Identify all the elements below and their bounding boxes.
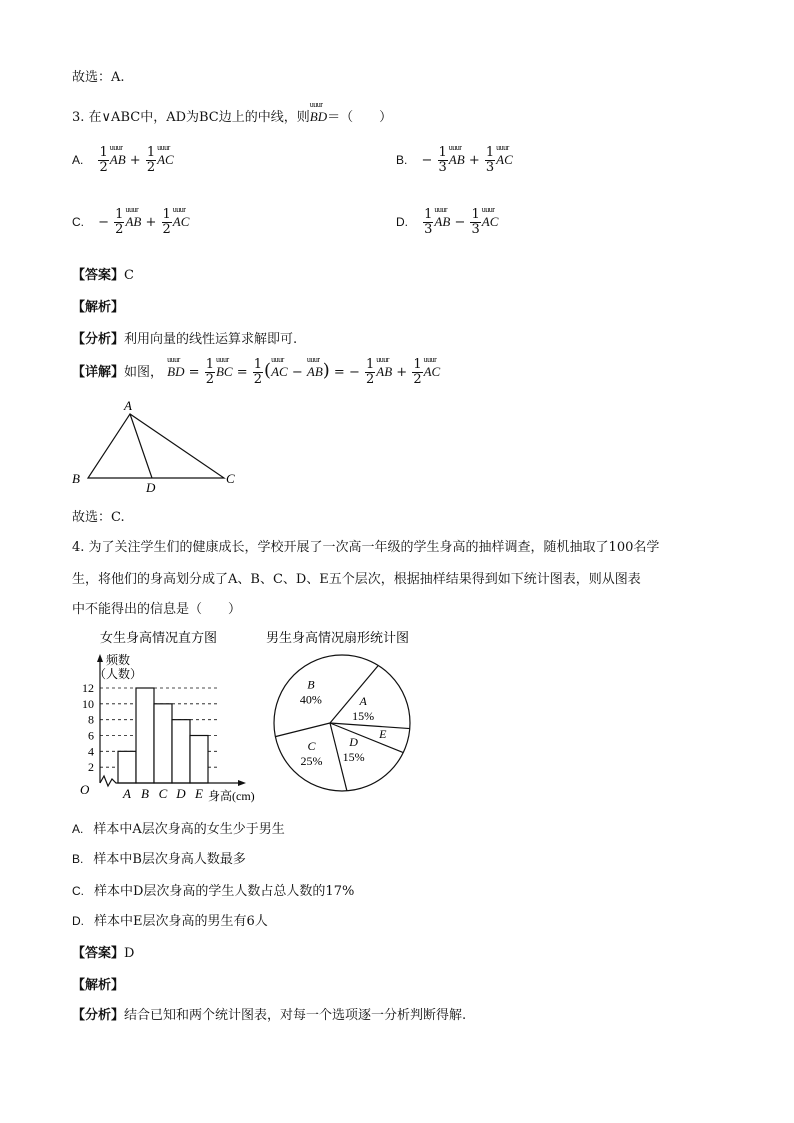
q4-answer: [72, 942, 134, 961]
q4-stem-line3: 中不能得出的信息是（ ）: [72, 602, 242, 617]
pie-label: A: [359, 693, 367, 708]
y-tick-label: 2: [88, 760, 94, 775]
bar-C: [154, 704, 172, 783]
pie-label: B: [307, 677, 315, 692]
fenxi-text: 利用向量的线性运算求解即可.: [124, 332, 298, 347]
option-text: 样本中D层次身高的学生人数占总人数的17%: [94, 884, 355, 899]
y-tick-label: 10: [82, 696, 94, 711]
pie-percent: 25%: [300, 753, 323, 768]
pie-label: C: [307, 738, 316, 753]
y-axis-label-line2: （人数）: [94, 667, 143, 681]
x-tick-label: D: [176, 786, 186, 801]
q4-option-d: [72, 910, 268, 929]
y-axis-label-line1: 频数: [106, 653, 131, 667]
girls-height-histogram: [70, 626, 270, 810]
pie-percent: 15%: [342, 750, 365, 765]
y-tick-label: 4: [88, 744, 94, 759]
y-axis-arrow: [97, 654, 103, 662]
bar-D: [172, 720, 190, 783]
option-label: D.: [72, 914, 84, 928]
q3-xiangjie: 【详解】如图， uuur BD = $\frac{1}{2}$ uuur BC = $\frac{1}{2}$ (uuur AC − uuur AB) = − $\frac{1}{2}$ uuur AB + $\frac{1}{2}$ uuur AC: [72, 358, 440, 387]
answer-value: D: [124, 946, 135, 961]
q3-final: 故选：C.: [72, 510, 125, 525]
pie-label: D: [349, 735, 358, 750]
vertex-c-label: C: [226, 471, 235, 486]
q4-number: 4.: [72, 540, 85, 555]
q3-analysis-tag: 【解析】: [72, 300, 125, 315]
option-text: 样本中A层次身高的女生少于男生: [93, 822, 285, 837]
point-d-label: D: [146, 480, 156, 495]
bar-E: [190, 736, 208, 784]
q3-option-a: A. $\frac{1}{2}$ uuur AB + $\frac{1}{2}$ uuur AC: [72, 146, 174, 175]
option-label: A.: [72, 822, 84, 836]
q4-option-b: [72, 848, 246, 867]
pie-label: E: [379, 726, 387, 741]
y-tick-label: 8: [88, 712, 94, 727]
previous-answer-line: 故选：A.: [72, 70, 125, 85]
q3-number: 3.: [72, 110, 85, 125]
q3-stem: [72, 106, 392, 125]
option-label: B.: [72, 852, 84, 866]
chart-title: 男生身高情况扇形统计图: [266, 630, 410, 645]
q4-analysis-tag: 【解析】: [72, 978, 125, 993]
q4-option-c: [72, 880, 354, 899]
q3-option-b: B. − $\frac{1}{3}$ uuur AB + $\frac{1}{3}$ uuur AC: [396, 146, 513, 175]
x-axis-label: 身高(cm): [208, 789, 255, 803]
fenxi-text: 结合已知和两个统计图表，对每一个选项逐一分析判断得解.: [124, 1008, 467, 1023]
chart-title: 女生身高情况直方图: [100, 630, 218, 645]
x-tick-label: E: [195, 786, 203, 801]
origin-label: O: [80, 782, 90, 797]
triangle-figure: [66, 396, 246, 496]
option-label: C.: [72, 884, 84, 898]
option-label: D.: [396, 215, 408, 229]
option-text: 样本中B层次身高人数最多: [93, 852, 246, 867]
x-axis-arrow: [238, 780, 246, 786]
x-tick-label: A: [123, 786, 131, 801]
answer-tag: 【答案】: [72, 946, 125, 961]
y-tick-label: 12: [82, 681, 94, 695]
q3-option-d: D. $\frac{1}{3}$ uuur AB − $\frac{1}{3}$ uuur AC: [396, 208, 498, 237]
q3-stem-tail: ＝（ ）: [327, 110, 393, 125]
option-label: B.: [396, 153, 408, 167]
q4-stem-text1: 为了关注学生们的健康成长，学校开展了一次高一年级的学生身高的抽样调查，随机抽取了100名学: [88, 540, 660, 555]
pie-percent: 15%: [352, 708, 375, 723]
answer-tag: 【答案】: [72, 268, 125, 283]
q4-fenxi: [72, 1004, 466, 1023]
xiangjie-text: 如图，: [124, 365, 164, 380]
answer-value: C: [124, 268, 134, 283]
q3-stem-text: 在∨ABC中，AD为BC边上的中线，则: [88, 110, 310, 125]
boys-height-pie-chart: [262, 626, 432, 796]
triangle-abc: [88, 414, 224, 478]
bar-A: [118, 751, 136, 783]
option-label: C.: [72, 215, 84, 229]
x-tick-label: B: [141, 786, 149, 801]
fenxi-tag: 【分析】: [72, 332, 125, 347]
q3-answer: [72, 264, 134, 283]
q4-stem-line1: [72, 536, 659, 555]
x-tick-label: C: [158, 786, 168, 801]
fenxi-tag: 【分析】: [72, 1008, 125, 1023]
vertex-a-label: A: [124, 398, 132, 413]
median-ad: [130, 414, 152, 478]
q4-stem-line2: 生，将他们的身高划分成了A、B、C、D、E五个层次，根据抽样结果得到如下统计图表，则从图表: [72, 572, 641, 587]
q3-fenxi: [72, 328, 297, 347]
bar-B: [136, 688, 154, 783]
y-tick-label: 6: [88, 728, 94, 743]
xiangjie-tag: 【详解】: [72, 365, 125, 380]
q3-option-c: C. − $\frac{1}{2}$ uuur AB + $\frac{1}{2}$ uuur AC: [72, 208, 189, 237]
pie-percent: 40%: [299, 692, 322, 707]
vertex-b-label: B: [72, 471, 80, 486]
q3-stem-vector: uuur BD: [310, 109, 327, 125]
option-text: 样本中E层次身高的男生有6人: [94, 914, 268, 929]
option-label: A.: [72, 153, 84, 167]
q4-option-a: [72, 818, 285, 837]
